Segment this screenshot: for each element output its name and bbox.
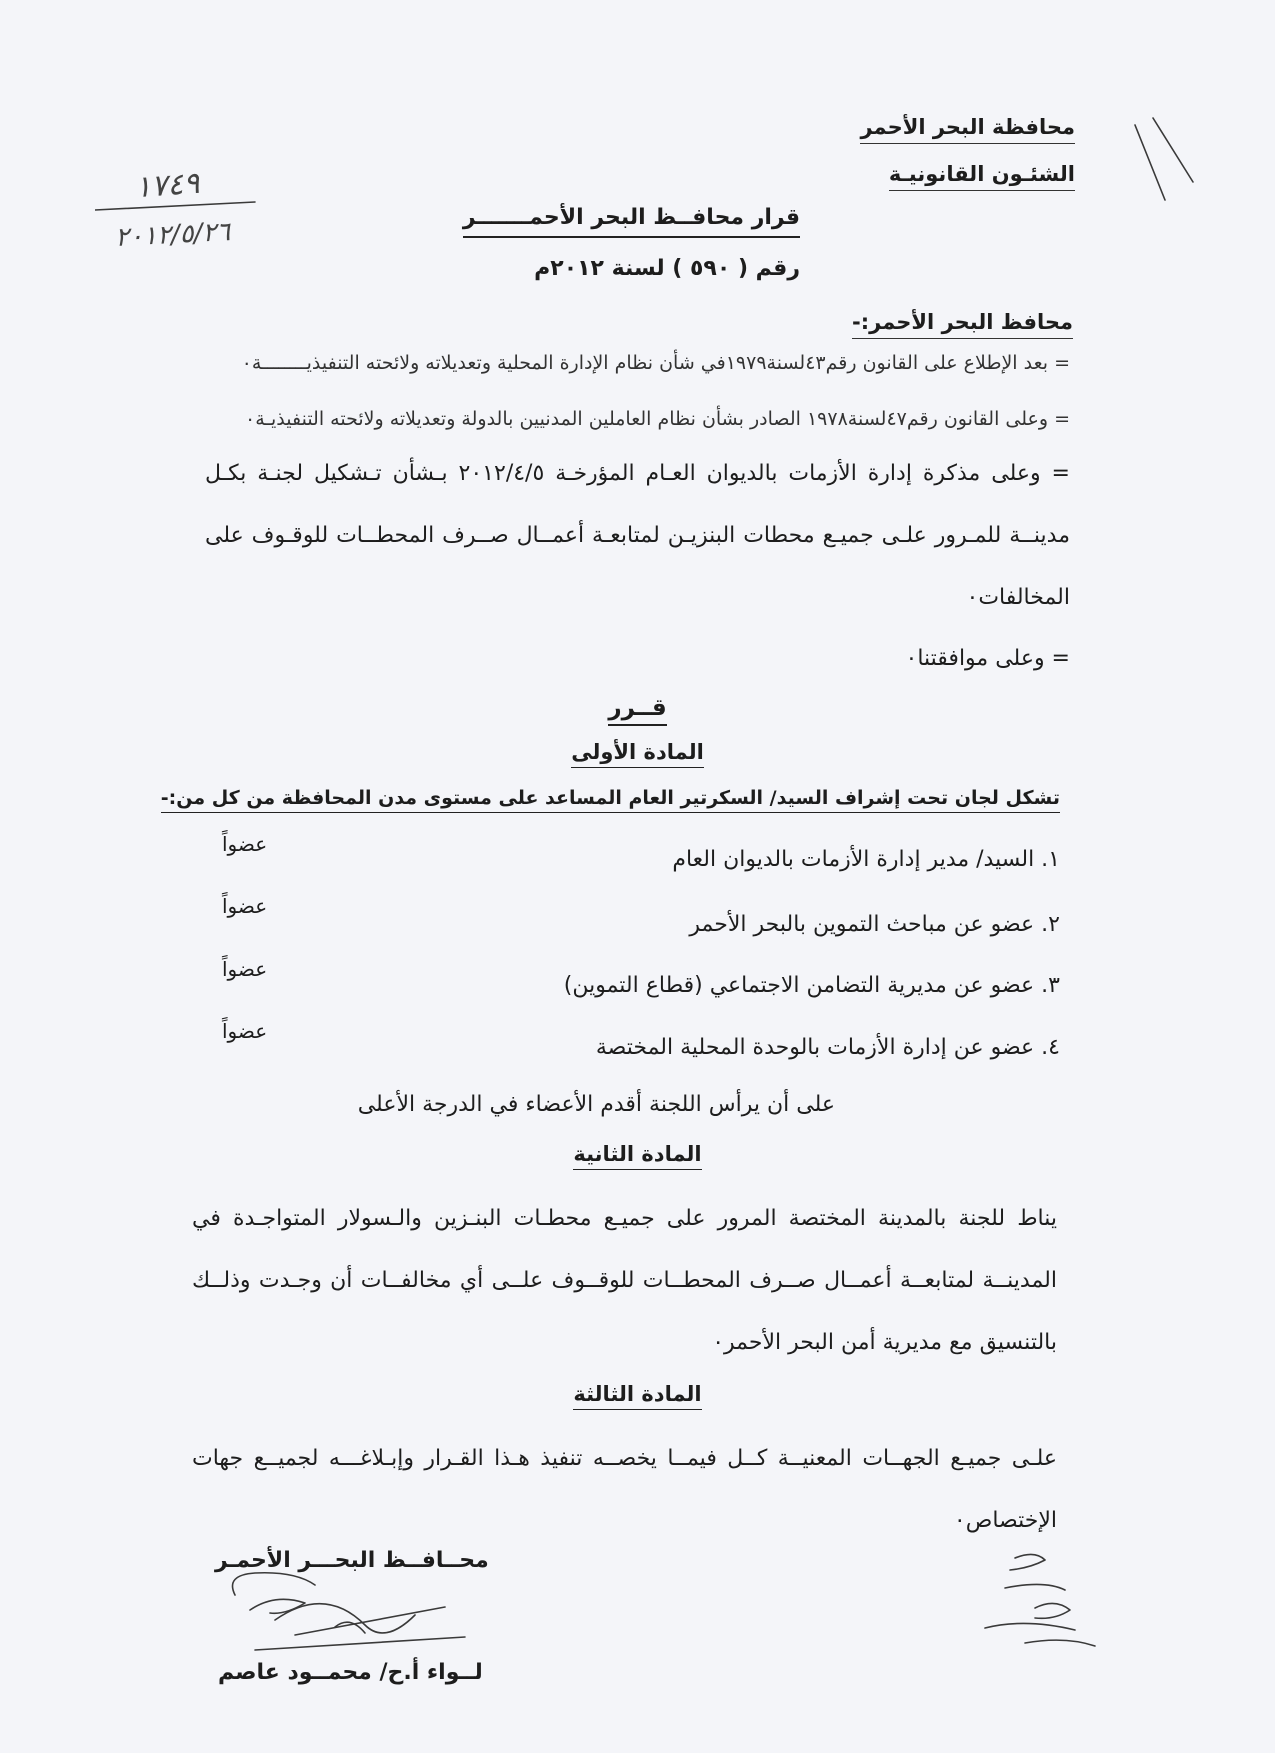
member-role-3: عضواً [222, 957, 268, 981]
legal-department: الشئـون القانونيـة [889, 162, 1075, 191]
governor-signature [215, 1555, 475, 1665]
reference-date: ٢٠١٢/٥/٢٦ [114, 217, 231, 253]
article-2-text: يناط للجنة بالمدينة المختصة المرور على جميـع محطـات البنـزين والـسولار المتواجـدة في المدينــة لمتابعــة أعمــال صــرف المحطــات للوقــوف علــى أي مخالفــات أن وجـدت وذلــك بالتنسيق مع مديرية أمن البحر الأحمر٠ [192, 1206, 1057, 1355]
member-role-2: عضواً [222, 894, 268, 918]
article-2-title-wrap [0, 1142, 1275, 1166]
preamble-item-2: = وعلى القانون رقم٤٧لسنة١٩٧٨ الصادر بشأن نظام العاملين المدنيين بالدولة وتعديلاته ولائحته التنفيذيـة٠ [245, 408, 1070, 430]
preamble-item-1: = بعد الإطلاع على القانون رقم٤٣لسنة١٩٧٩في شأن نظام الإدارة المحلية وتعديلاته ولائحته التنفيذيــــــــة٠ [241, 352, 1070, 374]
member-row-3 [564, 973, 1060, 998]
member-role-4: عضواً [222, 1019, 268, 1043]
member-text: ٢. عضو عن مباحث التموين بالبحر الأحمر [689, 912, 1060, 937]
decision-number-line: رقم ( ٥٩٠ ) لسنة ٢٠١٢م [534, 256, 800, 281]
article-3-text: علـى جميـع الجهــات المعنيــة كــل فيمــا يخصــه تنفيذ هـذا القـرار وإبـلاغـــه لجميــع جهات الإختصاص٠ [192, 1446, 1057, 1533]
member-row-2 [689, 912, 1060, 937]
member-text: ٤. عضو عن إدارة الأزمات بالوحدة المحلية المختصة [595, 1035, 1060, 1060]
signatory-name: لــواء أ.ح/ محمــود عاصم [218, 1660, 483, 1685]
reference-number: ١٧٤٩ [133, 165, 201, 206]
decision-title: قرار محافــظ البحر الأحمـــــــر [463, 205, 800, 238]
member-text: ١. السيد/ مدير إدارة الأزمات بالديوان العام [672, 847, 1060, 872]
handwritten-initials [975, 1548, 1115, 1658]
decree-word-wrap [0, 695, 1275, 724]
article-3-title: المادة الثالثة [573, 1382, 701, 1410]
reference-divider-stroke [95, 196, 265, 216]
member-row-4 [596, 1035, 1060, 1060]
article-3-title-wrap [0, 1382, 1275, 1406]
preamble-item-3: = وعلى مذكرة إدارة الأزمات بالديوان العـام المؤرخـة ٢٠١٢/٤/٥ بـشأن تـشكيل لجنـة بكـل مدينــة للمـرور علـى جميـع محطات البنزيـن لمتابعـة أعمــال صــرف المحطــات للوقـوف على المخالفات٠ [205, 461, 1070, 610]
article-1-intro: تشكل لجان تحت إشراف السيد/ السكرتير العام المساعد على مستوى مدن المحافظة من كل من:- [161, 787, 1060, 813]
preamble-item-4: = وعلى موافقتنا٠ [905, 646, 1070, 671]
handwritten-reference-note [95, 165, 265, 263]
article-1-title-wrap [0, 740, 1275, 764]
member-text: ٣. عضو عن مديرية التضامن الاجتماعي (قطاع التموين) [563, 973, 1060, 998]
member-role-1: عضواً [222, 832, 268, 856]
article-2-title: المادة الثانية [573, 1142, 701, 1170]
member-row-1 [672, 847, 1060, 872]
governorate-name: محافظة البحر الأحمر [860, 115, 1075, 144]
article-1-title: المادة الأولى [571, 740, 704, 768]
decree-word: قــرر [608, 695, 666, 726]
article-1-chair-note: على أن يرأس اللجنة أقدم الأعضاء في الدرجة الأعلى [357, 1092, 835, 1117]
issuer-line: محافظ البحر الأحمر:- [852, 310, 1073, 339]
signature-title: محــافــظ البحـــر الأحمـر [215, 1548, 489, 1573]
margin-double-slash-mark [1125, 110, 1205, 210]
